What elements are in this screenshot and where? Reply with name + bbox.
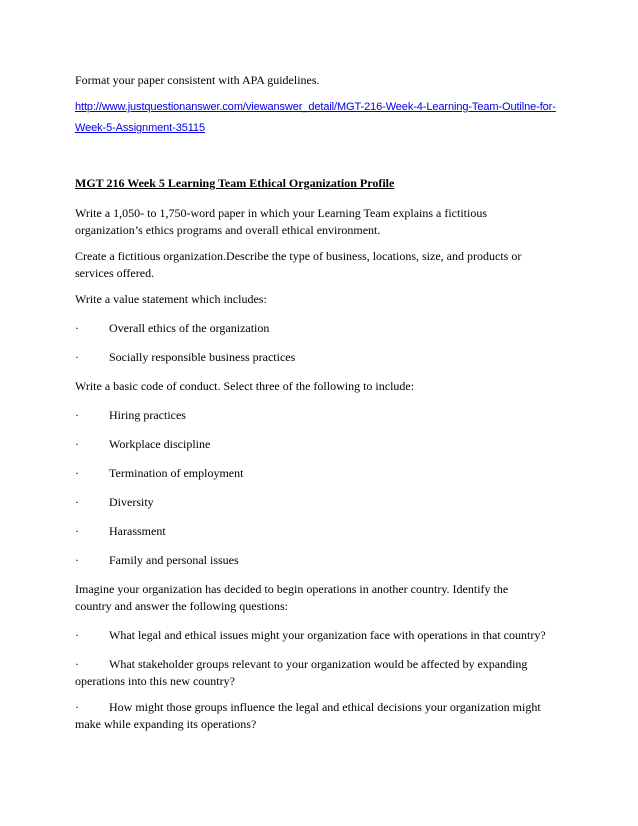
list-item-text: Harassment (109, 524, 166, 538)
apa-instruction: Format your paper consistent with APA guidelines. (75, 73, 320, 87)
bullet-icon: · (75, 495, 79, 509)
question-item (75, 656, 575, 690)
question-item (75, 699, 575, 733)
bullet-icon: · (75, 700, 79, 714)
paragraph-line: country and answer the following questions: (75, 599, 288, 613)
bullet-icon: · (75, 524, 79, 538)
paragraph-line: Imagine your organization has decided to begin operations in another country. Identify the (75, 582, 509, 596)
list-item (75, 436, 575, 453)
paragraph-line: Write a 1,050- to 1,750-word paper in which your Learning Team explains a fictitious (75, 206, 488, 220)
list-item-text: Hiring practices (109, 408, 186, 422)
question-text: How might those groups influence the legal and ethical decisions your organization might (109, 700, 541, 714)
bullet-icon: · (75, 466, 79, 480)
paragraph-international (75, 581, 575, 615)
list-item (75, 552, 575, 569)
bullet-icon: · (75, 350, 79, 364)
list-item-text: Socially responsible business practices (109, 350, 296, 364)
list-item (75, 465, 575, 482)
list-item (75, 494, 575, 511)
list-item-text: Diversity (109, 495, 154, 509)
list-item (75, 407, 575, 424)
question-text: What stakeholder groups relevant to your organization would be affected by expanding (109, 657, 528, 671)
list-item (75, 349, 575, 366)
list-item-text: Family and personal issues (109, 553, 239, 567)
list-item (75, 523, 575, 540)
list-item-text: Workplace discipline (109, 437, 211, 451)
source-link-line1[interactable]: http://www.justquestionanswer.com/viewanswer_detail/MGT-216-Week-4-Learning-Team-Outilne-for- (75, 101, 556, 113)
paragraph-line: organization’s ethics programs and overall ethical environment. (75, 223, 381, 237)
question-text: What legal and ethical issues might your organization face with operations in that country? (109, 628, 546, 642)
assignment-heading: MGT 216 Week 5 Learning Team Ethical Organization Profile (75, 176, 395, 190)
list-item-text: Termination of employment (109, 466, 244, 480)
bullet-icon: · (75, 437, 79, 451)
paragraph-line: Create a fictitious organization.Describe the type of business, locations, size, and products or (75, 249, 522, 263)
paragraph-write-paper (75, 205, 575, 239)
bullet-icon: · (75, 657, 79, 671)
value-statement-intro: Write a value statement which includes: (75, 292, 267, 306)
list-item-text: Overall ethics of the organization (109, 321, 270, 335)
paragraph-line: services offered. (75, 266, 155, 280)
question-item (75, 627, 575, 644)
source-link-line2[interactable]: Week-5-Assignment-35115 (75, 122, 205, 134)
code-of-conduct-intro: Write a basic code of conduct. Select three of the following to include: (75, 379, 415, 393)
list-item (75, 320, 575, 337)
question-text-continued: make while expanding its operations? (75, 717, 257, 731)
question-text-continued: operations into this new country? (75, 674, 235, 688)
bullet-icon: · (75, 553, 79, 567)
bullet-icon: · (75, 408, 79, 422)
source-link[interactable] (75, 97, 575, 139)
bullet-icon: · (75, 628, 79, 642)
paragraph-create-org (75, 248, 575, 282)
bullet-icon: · (75, 321, 79, 335)
